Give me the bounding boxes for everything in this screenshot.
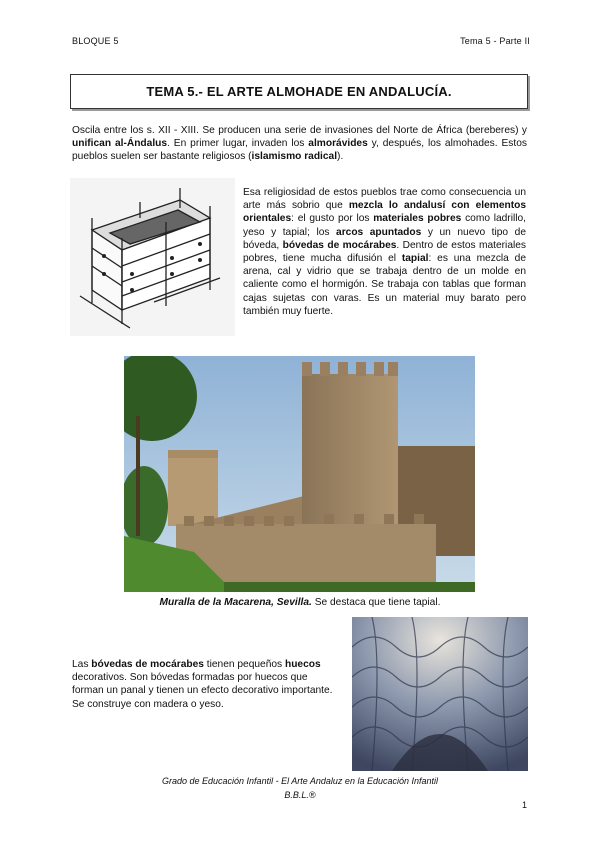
- bold-text-run: almorávides: [308, 138, 368, 150]
- text-run: ).: [337, 151, 344, 163]
- header-right: Tema 5 - Parte II: [460, 36, 530, 46]
- caption-title: Muralla de la Macarena, Sevilla.: [159, 597, 312, 608]
- bold-text-run: tapial: [401, 253, 429, 265]
- caption-text: Se destaca que tiene tapial.: [311, 597, 441, 608]
- text-run: : es una mezcla de arena, cal y vidrio que se trabaja dentro de un molde en caliente como el hormigón. Se trabaja con tablas que forman cajas sujetas con varas. Es un material muy barato pero también muy fuerte.: [243, 253, 527, 317]
- text-run: Las: [72, 659, 92, 670]
- intro-paragraph: [72, 124, 527, 164]
- macarena-wall-photo: [124, 356, 475, 592]
- bold-text-run: mezcla lo andalusí con elementos orientales: [243, 200, 526, 225]
- text-run: Oscila entre los s. XII - XIII. Se producen una serie de invasiones del Norte de África (bereberes) y: [72, 125, 527, 136]
- wall-photo-caption: [0, 597, 600, 608]
- tapial-paragraph: [243, 186, 526, 318]
- tapial-formwork-illustration: [70, 178, 235, 336]
- mocarabes-paragraph: [72, 658, 342, 711]
- bold-text-run: islamismo radical: [251, 151, 338, 163]
- text-run: decorativos. Son bóvedas formadas por huecos que forman un panal y tienen un efecto decorativo importante. Se construye con madera o yeso.: [72, 672, 333, 710]
- bold-text-run: bóvedas de mocárabes: [91, 659, 204, 670]
- text-run: como ladrillo, yeso y tapial; los: [243, 213, 526, 238]
- bold-text-run: materiales pobres: [373, 213, 462, 225]
- text-run: y, después, los almohades. Estos pueblos suelen ser bastante religiosos (: [72, 138, 527, 163]
- footer-line2: B.B.L.®: [284, 790, 316, 800]
- bold-text-run: huecos: [284, 659, 321, 670]
- bold-text-run: arcos apuntados: [336, 226, 422, 238]
- header-left: BLOQUE 5: [72, 36, 119, 46]
- page-title: TEMA 5.- EL ARTE ALMOHADE EN ANDALUCÍA.: [70, 74, 528, 109]
- text-run: tienen pequeños: [203, 659, 285, 670]
- text-run: y un nuevo tipo de bóveda,: [243, 226, 526, 251]
- page-number: 1: [521, 800, 527, 810]
- bold-text-run: bóvedas de mocárabes: [282, 239, 397, 251]
- text-run: . Dentro de estos materiales pobres, tiene mucha difusión el: [243, 239, 527, 265]
- text-run: : el gusto por los: [291, 213, 374, 225]
- text-run: . En primer lugar, invaden los: [167, 138, 309, 150]
- footer-line1: Grado de Educación Infantil - El Arte Andaluz en la Educación Infantil: [162, 776, 438, 786]
- text-run: Esa religiosidad de estos pueblos trae como consecuencia un arte más sobrio que: [243, 187, 526, 212]
- bold-text-run: unifican al-Ándalus: [72, 138, 168, 150]
- mocarabes-vault-photo: [352, 617, 528, 771]
